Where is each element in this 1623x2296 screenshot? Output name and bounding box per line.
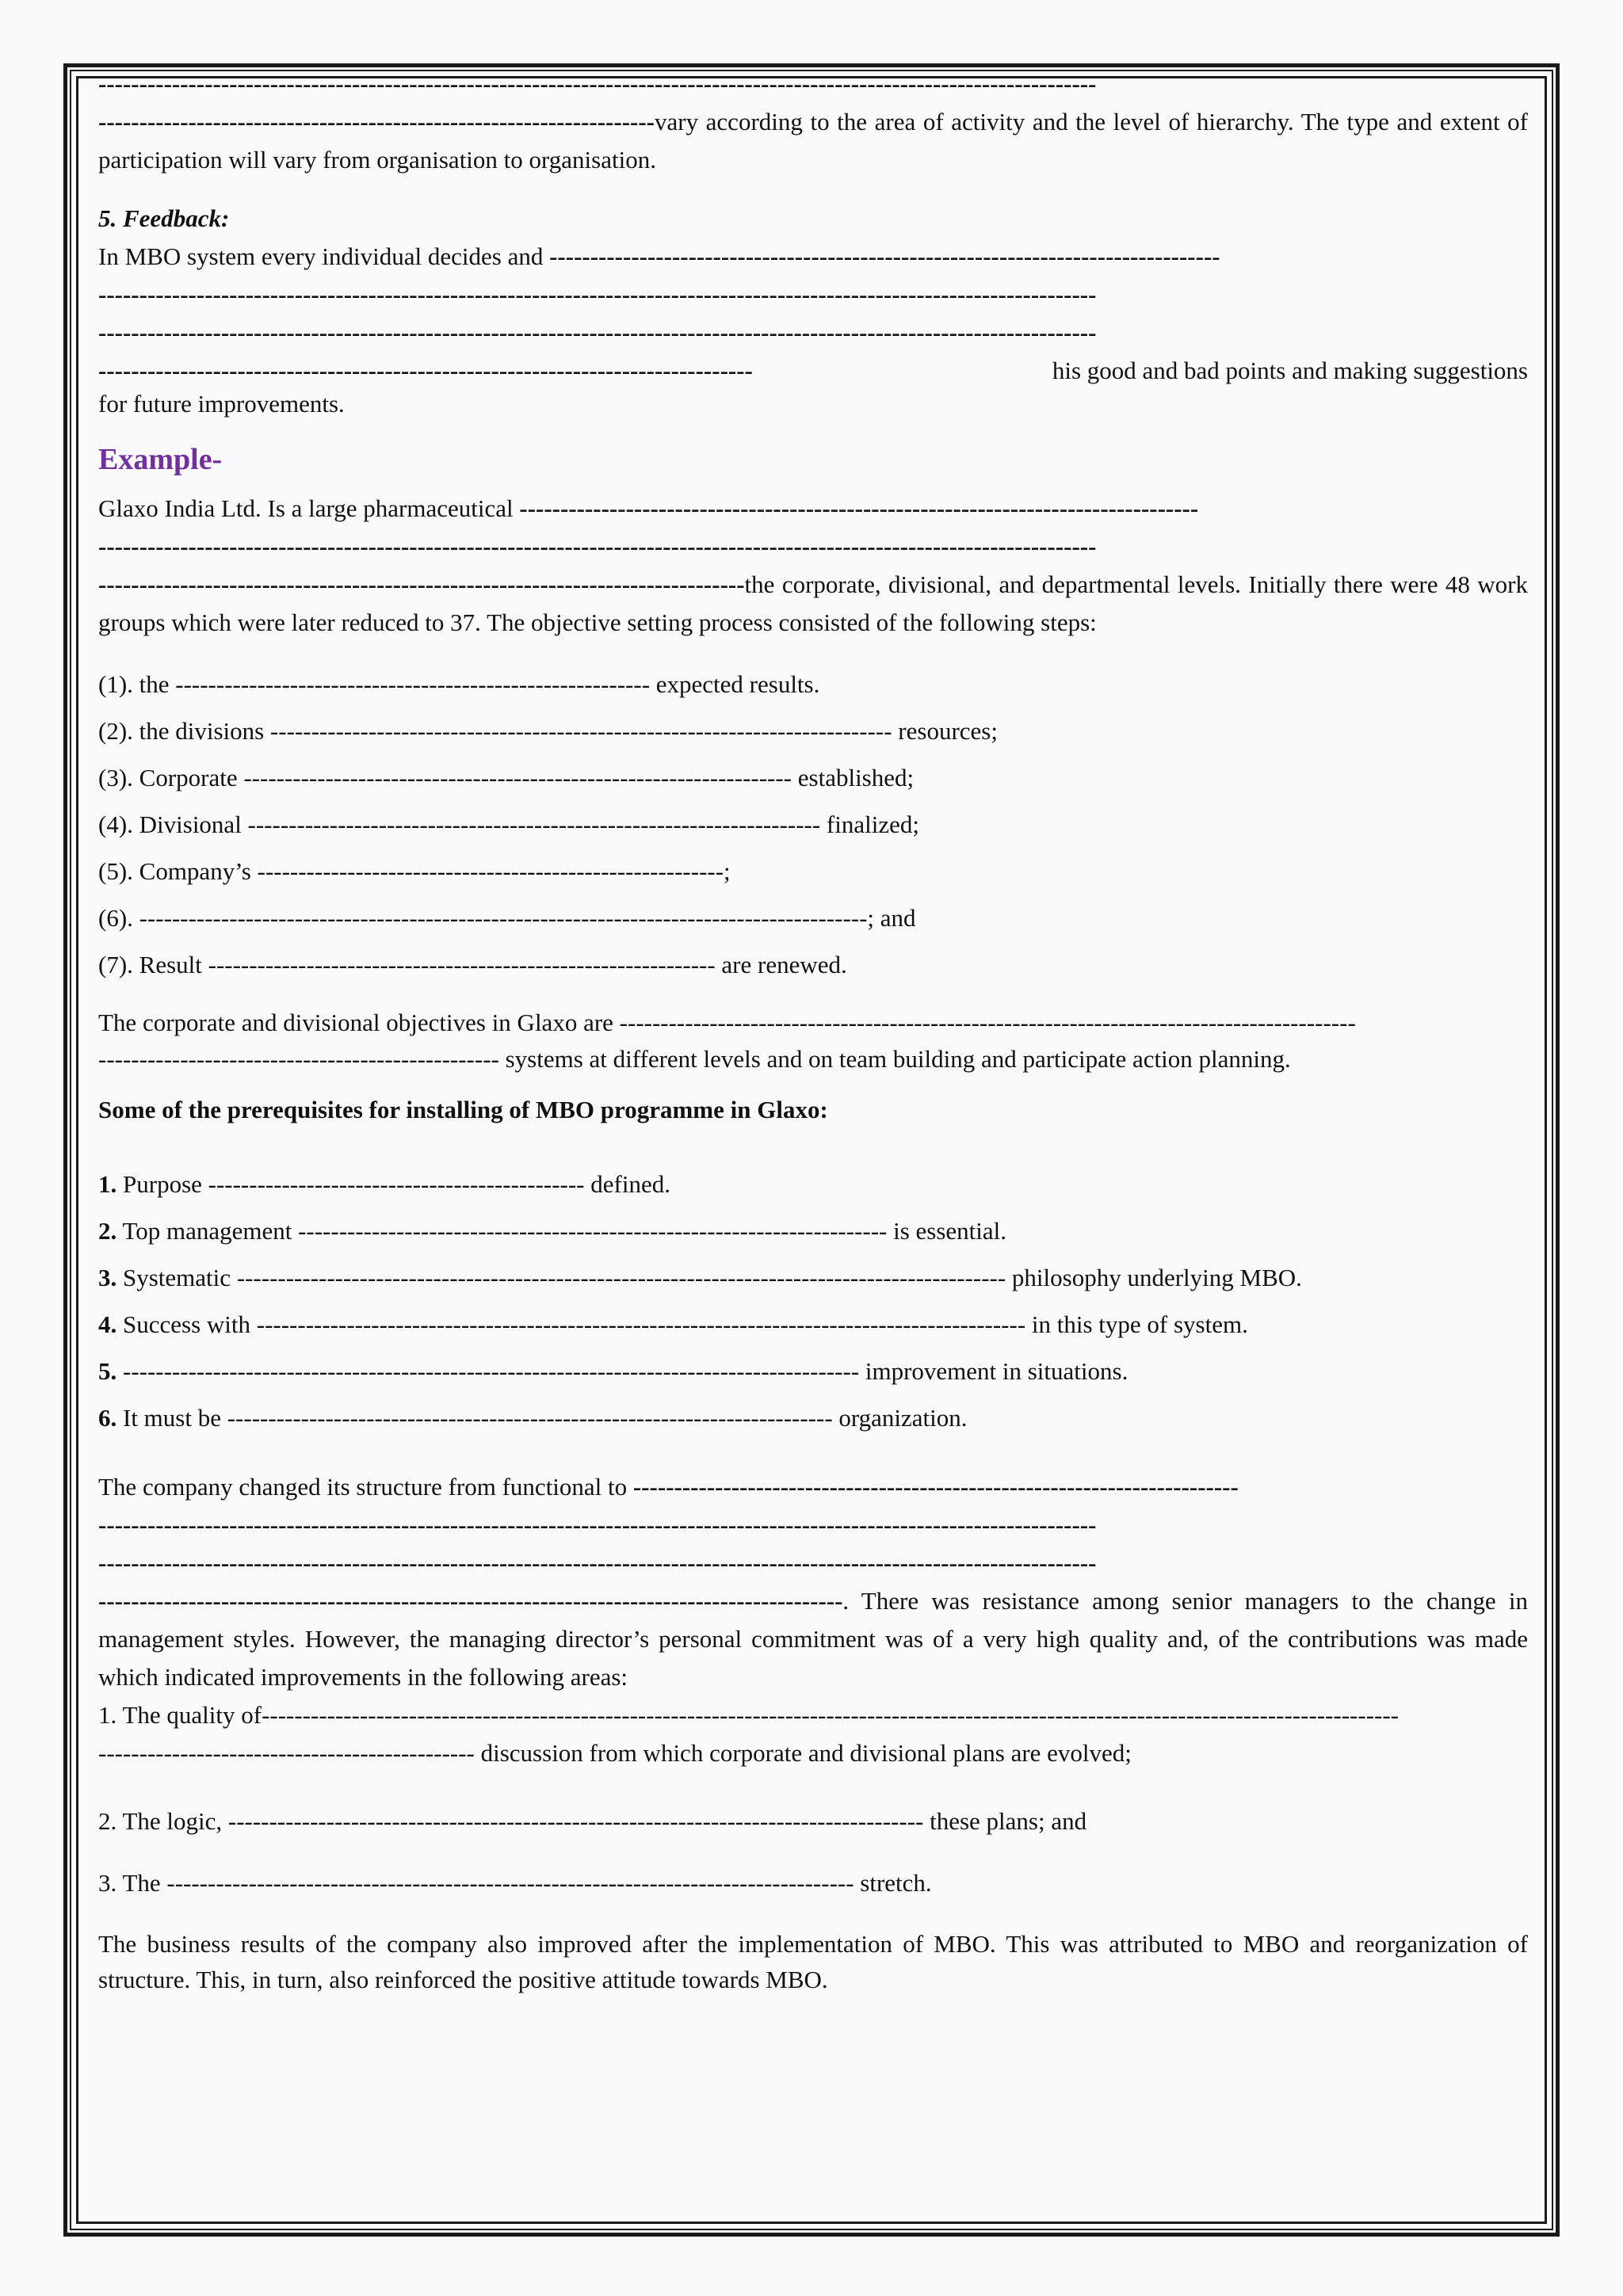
structure-line-1	[98, 1468, 1528, 1506]
blank-dashes: --------------------------------------------------------------------	[98, 108, 655, 135]
step-item: (2). the divisions ---------------------------------------------------------------------------- resources;	[98, 717, 998, 745]
blank-line: --------------------------------------------------------------------------------------------------------------------------	[98, 532, 1097, 560]
blank-line: --------------------------------------------------------------------------------------------------------------------------	[98, 1511, 1097, 1539]
blank-dashes: -------------------------------------------------------------------------------------------------------------------------------------------	[262, 1701, 1399, 1729]
corporate-end-text: systems at different levels and on team building and participate action planning.	[498, 1045, 1291, 1073]
prerequisite-item: 4. Success with ---------------------------------------------------------------------------------------------- in this type of system.	[98, 1310, 1248, 1338]
area-1-line-2	[98, 1734, 1528, 1772]
blank-dashes: -------------------------------------------------------------------------------------------	[98, 1587, 843, 1615]
blank-dashes: -------------------------------------------------------------------------------	[98, 570, 745, 598]
step-item: (1). the ---------------------------------------------------------- expected results.	[98, 670, 820, 698]
blank-dashes: ------------------------------------------------------------------------------------------	[619, 1009, 1356, 1036]
feedback-intro: In MBO system every individual decides and	[98, 242, 544, 270]
blank-dashes: --------------------------------------------------------------------------------	[98, 357, 753, 384]
feedback-end-text-2: for future improvements.	[98, 390, 345, 418]
structure-end-text: . There was resistance among senior managers to the change in management styles. However, the managing director’s personal commitment was of a very high quality and, of the contributions was made which indicated improvements in the following areas:	[98, 1587, 1528, 1691]
corporate-line-1	[98, 1004, 1528, 1042]
blank-line: --------------------------------------------------------------------------------------------------------------------------	[98, 280, 1097, 308]
blank-line: --------------------------------------------------------------------------------------------------------------------------	[98, 1549, 1097, 1577]
example-paragraph	[98, 566, 1528, 642]
example-heading: Example-	[98, 443, 223, 476]
step-item: (5). Company’s ---------------------------------------------------------;	[98, 857, 731, 885]
area-3: 3. The ------------------------------------------------------------------------------------ stretch.	[98, 1869, 932, 1897]
blank-line: --------------------------------------------------------------------------------------------------------------------------	[98, 318, 1097, 346]
area-1-intro: 1. The quality of	[98, 1701, 262, 1729]
prerequisites-list	[98, 1161, 1528, 1441]
feedback-line-1	[98, 238, 1528, 276]
paragraph-text: vary according to the area of activity and the level of hierarchy. The type and extent of participation will vary from organisation to organisation.	[98, 108, 1528, 174]
structure-paragraph	[98, 1582, 1528, 1696]
feedback-line-4	[98, 352, 1528, 390]
blank-dashes: ----------------------------------------------	[98, 1739, 475, 1767]
step-item: (7). Result -------------------------------------------------------------- are renewed.	[98, 951, 847, 978]
prerequisite-item: 6. It must be -------------------------------------------------------------------------- organization.	[98, 1404, 968, 1432]
steps-list	[98, 661, 1528, 988]
feedback-heading: 5. Feedback:	[98, 204, 230, 232]
blank-dashes: ----------------------------------------------------------------------------------	[549, 242, 1220, 270]
document-body	[98, 65, 1528, 1997]
prerequisite-item: 5. ------------------------------------------------------------------------------------------ improvement in situations.	[98, 1357, 1128, 1385]
prerequisite-item: 3. Systematic ---------------------------------------------------------------------------------------------- philosophy underlying MBO.	[98, 1264, 1302, 1291]
area-1-line-1	[98, 1696, 1528, 1734]
feedback-end-text: his good and bad points and making suggestions	[1052, 357, 1528, 384]
prerequisite-item: 2. Top management ------------------------------------------------------------------------ is essential.	[98, 1217, 1007, 1245]
area-1-end: discussion from which corporate and divisional plans are evolved;	[474, 1739, 1132, 1767]
blank-dashes: -----------------------------------------------------------------------------------	[519, 494, 1199, 522]
step-item: (3). Corporate ------------------------------------------------------------------- established;	[98, 764, 915, 791]
blank-dashes: -------------------------------------------------	[98, 1045, 499, 1073]
corporate-intro: The corporate and divisional objectives in Glaxo are	[98, 1009, 613, 1036]
prerequisites-heading: Some of the prerequisites for installing of MBO programme in Glaxo:	[98, 1096, 828, 1123]
example-end-text: the corporate, divisional, and departmental levels. Initially there were 48 work groups which were later reduced to 37. The objective setting process consisted of the following steps:	[98, 570, 1528, 636]
example-intro: Glaxo India Ltd. Is a large pharmaceutical	[98, 494, 514, 522]
blank-line: --------------------------------------------------------------------------------------------------------------------------	[98, 70, 1097, 97]
blank-dashes: --------------------------------------------------------------------------	[632, 1473, 1239, 1501]
closing-paragraph: The business results of the company also improved after the implementation of MBO. This was attributed to MBO and reorganization of structure. This, in turn, also reinforced the positive attitude towards MBO.	[98, 1930, 1528, 1993]
area-2: 2. The logic, ------------------------------------------------------------------------------------- these plans; and	[98, 1807, 1087, 1835]
step-item: (4). Divisional ---------------------------------------------------------------------- finalized;	[98, 810, 919, 838]
prerequisite-item: 1. Purpose ---------------------------------------------- defined.	[98, 1170, 670, 1198]
participation-paragraph	[98, 103, 1528, 179]
structure-intro: The company changed its structure from functional to	[98, 1473, 628, 1501]
corporate-line-2	[98, 1042, 1528, 1077]
example-line-1	[98, 490, 1528, 528]
step-item: (6). -----------------------------------------------------------------------------------------; and	[98, 904, 916, 932]
